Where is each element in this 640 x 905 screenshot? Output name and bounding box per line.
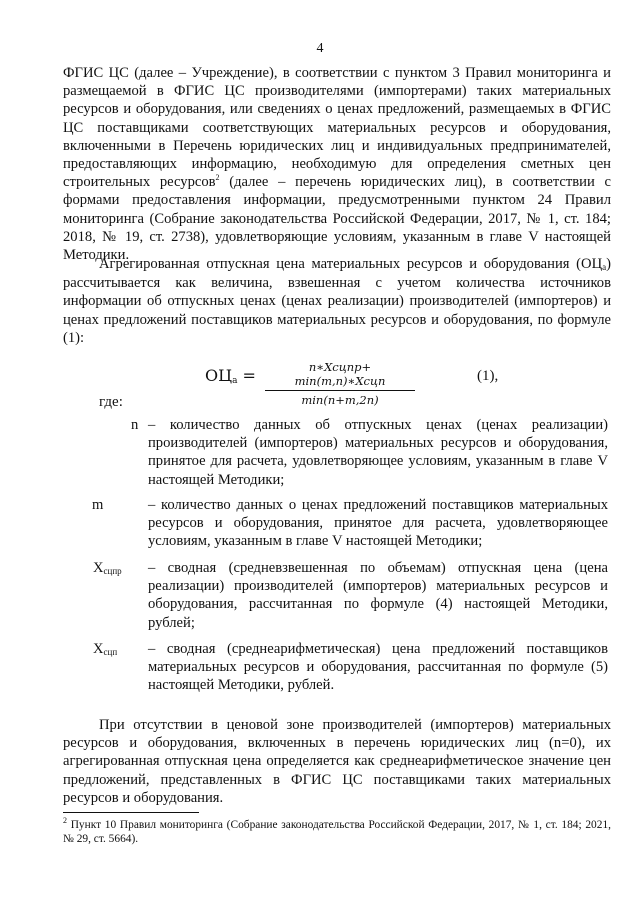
formula-denominator: min(n+m,2n) <box>301 393 379 407</box>
definition-symbol <box>92 496 103 515</box>
footnote-mark: 2 <box>63 816 67 826</box>
definition-symbol <box>131 416 138 435</box>
formula-lhs <box>205 367 256 388</box>
footnote-reference: 2 <box>215 173 220 183</box>
symbol-letter: n <box>131 417 139 433</box>
formula-lhs-symbol: ОЦ <box>205 366 233 385</box>
paragraph-1-text: ФГИС ЦС (далее – Учреждение), в соответствии с пунктом 3 Правил мониторинга и размещаемой в ФГИС ЦС производителями (импортерами) таких материальных ресурсов и оборудования, или сведениях о ценах предложений, размещаемых в ФГИС ЦС поставщиками соответствующих материальных ресурсов и оборудования, включенными в Перечень юридических лиц и индивидуальных предпринимателей, предоставляющих информацию, необходимую для определения сметных цен строительных ресурсов <box>63 65 611 191</box>
paragraph-2-text-cont: ) рассчитывается как величина, взвешенная с учетом количества источников информации об отпускных ценах (ценах реализации) производителей (импортеров) и ценах предложений поставщиков материальных ресурсов и оборудования, по формуле (1): <box>63 256 611 346</box>
paragraph-1 <box>63 64 611 264</box>
paragraph-2-subscript: а <box>602 262 607 272</box>
definition-text: – количество данных об отпускных ценах (ценах реализации) производителей (импортеров) материальных ресурсов и оборудования, принятое для расчета, удовлетворяющее условиям, указанным в главе V настоящей Методики; <box>148 417 608 488</box>
symbol-subscript: сцп <box>103 647 118 657</box>
definition-text: – сводная (средневзвешенная по объемам) отпускная цена (цена реализации) производителей (импортеров) материальных ресурсов и оборудования, рассчитанная по формуле (4) настоящей Методики, рублей; <box>148 560 608 631</box>
where-label: где: <box>99 394 123 410</box>
formula-1 <box>205 360 505 407</box>
formula-fraction <box>265 360 415 407</box>
symbol-letter: m <box>92 497 104 513</box>
symbol-letter: X <box>93 560 104 576</box>
footnote-text: Пункт 10 Правил мониторинга (Собрание законодательства Российской Федерации, 2017, № 1, ст. 184; 2021, № 29, ст. 5664). <box>63 819 611 846</box>
formula-lhs-subscript: а <box>232 376 238 386</box>
symbol-subscript: сцпр <box>103 566 122 576</box>
definition-text: – количество данных о ценах предложений поставщиков материальных ресурсов и оборудования, принятое для расчета, удовлетворяющее условиям, указанным в главе V настоящей Методики; <box>148 497 608 550</box>
footnote <box>63 818 611 847</box>
paragraph-2 <box>63 255 611 347</box>
footnote-divider <box>63 812 199 813</box>
definition-symbol <box>93 640 117 659</box>
formula-numerator: n∗Xсцпр+ min(m,n)∗Xсцп <box>265 360 415 391</box>
formula-equals: = <box>237 366 256 385</box>
symbol-letter: X <box>93 641 104 657</box>
definition-text: – сводная (среднеарифметическая) цена предложений поставщиков материальных ресурсов и оборудования, рассчитанная по формуле (5) настоящей Методики, рублей. <box>148 641 608 694</box>
paragraph-2-text: Агрегированная отпускная цена материальных ресурсов и оборудования (ОЦ <box>99 256 603 272</box>
formula-label: (1), <box>477 368 499 384</box>
paragraph-3: При отсутствии в ценовой зоне производителей (импортеров) материальных ресурсов и оборудования, включенных в перечень юридических лиц (n=0), их агрегированная отпускная цена определяется как среднеарифметическое значение цен предложений, представленных в ФГИС ЦС поставщиками таких материальных ресурсов и оборудования. <box>63 717 611 806</box>
paragraph-1-text-cont: (далее – перечень юридических лиц), в соответствии с формами предоставления информации, предусмотренными пунктом 24 Правил мониторинга (Собрание законодательства Российской Федерации, 2017, № 1, ст. 184; 2018, № 19, ст. 2738), удовлетворяющие условиям, указанным в главе V настоящей Методики. <box>63 174 611 264</box>
definition-symbol <box>93 559 122 578</box>
page-number: 4 <box>316 41 324 56</box>
